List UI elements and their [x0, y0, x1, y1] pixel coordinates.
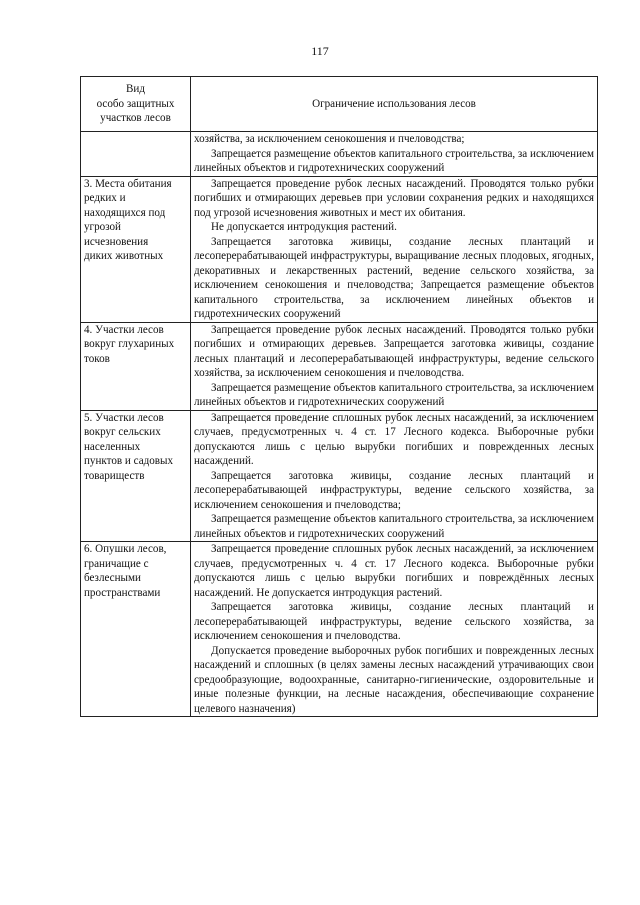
restriction-paragraph: Запрещается проведение сплошных рубок лесных насаждений, за исключением случаев, предусмотренных ч. 4 ст. 17 Лесного кодекса. Выборочные рубки допускаются лишь с целью вырубки погибших и поврежденных лесных насаждений.	[194, 411, 594, 467]
type-label: 4. Участки лесов вокруг глухариных токов	[84, 323, 175, 365]
restriction-cell	[191, 542, 598, 717]
restriction-paragraph: Запрещается проведение рубок лесных насаждений. Проводятся только рубки погибших и отмирающих деревьев. Запрещается заготовка живицы, создание лесных плантаций и лесоперерабатывающей инфраструктуры, ведение сельского хозяйства, за исключением сенокошения и пчеловодства.	[194, 323, 594, 379]
table-header-row	[81, 77, 598, 132]
restriction-paragraph: Запрещается заготовка живицы, создание лесных плантаций и лесоперерабатывающей инфраструктуры, ведение сельского хозяйства, за исключением сенокошения и пчеловодства.	[194, 601, 594, 642]
restriction-paragraph: Запрещается размещение объектов капитального строительства, за исключением линейных объектов и гидротехнических сооружений	[194, 147, 594, 174]
type-cell	[81, 176, 191, 322]
type-label: 6. Опушки лесов, граничащие с безлесными пространствами	[84, 543, 167, 599]
header-type-label: Вид особо защитных участков лесов	[96, 83, 175, 125]
restriction-cell	[191, 410, 598, 542]
restriction-cell	[191, 322, 598, 410]
restriction-paragraph: Запрещается размещение объектов капитального строительства, за исключением линейных объектов и гидротехнических сооружений	[194, 513, 594, 540]
table-row	[81, 176, 598, 322]
restriction-paragraph: Запрещается заготовка живицы, создание лесных плантаций и лесоперерабатывающей инфраструктуры, ведение сельского хозяйства, за исключением сенокошения и пчеловодства;	[194, 469, 594, 511]
restrictions-table	[80, 76, 598, 717]
header-restriction-cell	[191, 77, 598, 132]
table-row	[81, 542, 598, 717]
table-row	[81, 410, 598, 542]
type-cell	[81, 322, 191, 410]
restriction-paragraph: хозяйства, за исключением сенокошения и пчеловодства;	[194, 133, 465, 145]
restriction-paragraph: Запрещается заготовка живицы, создание лесных плантаций и лесоперерабатывающей инфраструктуры, выращивание лесных плодовых, ягодных, декоративных и лекарственных растений, ведение сельского хозяйства, за исключением сенокошения и пчеловодства; Запрещается размещение объектов капитального строительства, за исключением линейных объектов и гидротехнических сооружений	[194, 235, 594, 320]
restriction-cell	[191, 132, 598, 177]
restriction-paragraph: Запрещается проведение рубок лесных насаждений. Проводятся только рубки погибших и отмирающих деревьев при условии сохранения редких и находящихся под угрозой исчезновения животных и мест их обитания.	[194, 177, 594, 219]
restriction-paragraph: Не допускается интродукция растений.	[211, 221, 397, 233]
restriction-paragraph: Запрещается размещение объектов капитального строительства, за исключением линейных объектов и гидротехнических сооружений	[194, 381, 594, 408]
type-cell	[81, 410, 191, 542]
restriction-cell	[191, 176, 598, 322]
table-row	[81, 132, 598, 177]
restriction-paragraph: Запрещается проведение сплошных рубок лесных насаждений, за исключением случаев, предусмотренных ч. 4 ст. 17 Лесного кодекса. Выборочные рубки допускаются лишь с целью вырубки погибших и повреждённых лесных насаждений. Не допускается интродукция растений.	[194, 543, 594, 599]
table-row	[81, 322, 598, 410]
type-label: 3. Места обитания редких и находящихся под угрозой исчезновения диких животных	[84, 177, 172, 262]
type-cell	[81, 132, 191, 177]
type-label: 5. Участки лесов вокруг сельских населенных пунктов и садовых товариществ	[84, 411, 174, 482]
header-restriction-label: Ограничение использования лесов	[312, 97, 476, 110]
header-type-cell	[81, 77, 191, 132]
type-cell	[81, 542, 191, 717]
restriction-paragraph: Допускается проведение выборочных рубок погибших и поврежденных лесных насаждений и сплошных (в целях замены лесных насаждений утрачивающих свои средообразующие, водоохранные, санитарно-гигиенические, оздоровительные и иные полезные функции, на лесные насаждения, обеспечивающие сохранение целевого назначения)	[194, 644, 594, 715]
page-number: 117	[311, 44, 329, 58]
